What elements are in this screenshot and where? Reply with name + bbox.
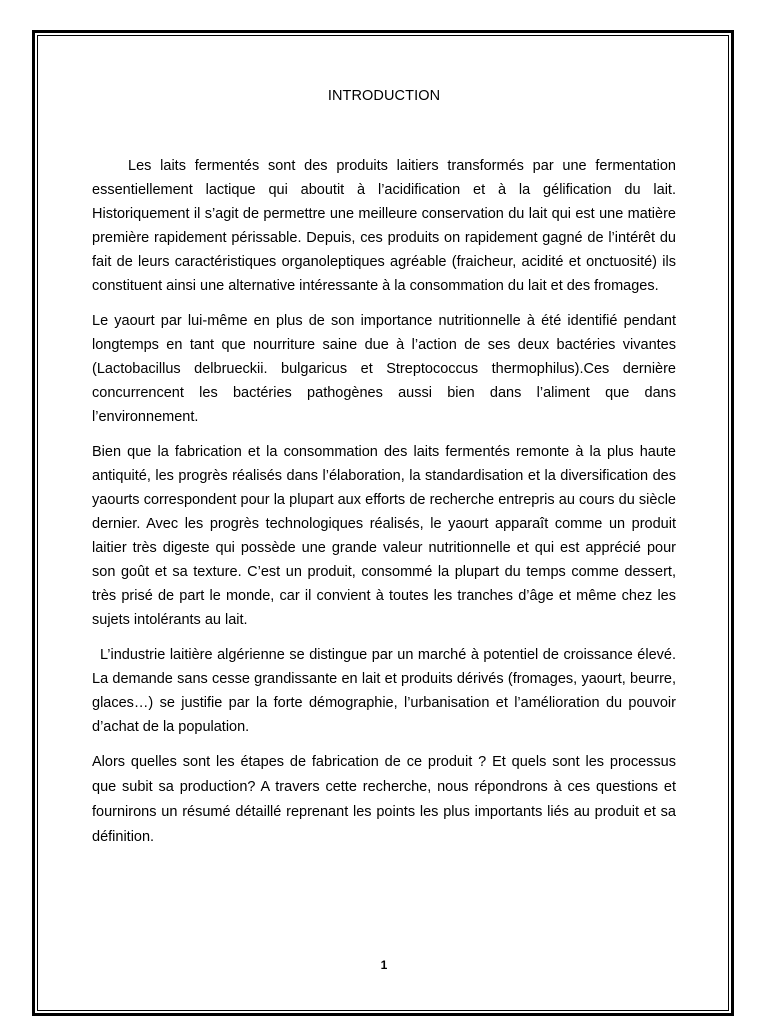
paragraph-yaourt: Le yaourt par lui-même en plus de son importance nutritionnelle à été identifié pendant longtemps en tant que nourriture saine due à l’action de ses deux bactéries vivantes (Lactobacillus delbrueckii. bulgaricus et Streptococcus thermophilus).Ces dernière concurrencent les bactéries pathogènes aussi bien dans l’aliment que dans l’environnement. (92, 313, 676, 425)
document-body (92, 88, 676, 861)
paragraph-industry: L’industrie laitière algérienne se distingue par un marché à potentiel de croissance élevé. La demande sans cesse grandissante en lait et produits dérivés (fromages, yaourt, beurre, glaces…) se justifie par la forte démographie, l’urbanisation et l’amélioration du pouvoir d’achat de la population. (92, 647, 676, 735)
paragraph-questions: Alors quelles sont les étapes de fabrication de ce produit ? Et quels sont les processus que subit sa production? A travers cette recherche, nous répondrons à ces questions et fournirons un résumé détaillé reprenant les points les plus importants liés au produit et sa définition. (92, 754, 676, 845)
paragraph-intro: Les laits fermentés sont des produits laitiers transformés par une fermentation essentiellement lactique qui aboutit à l’acidification et à la gélification du lait. Historiquement il s’agit de permettre une meilleure conservation du lait qui est une matière première rapidement périssable. Depuis, ces produits on rapidement gagné de l’intérêt du fait de leurs caractéristiques organoleptiques agréable (fraicheur, acidité et onctuosité) ils constituent ainsi une alternative intéressante à la consommation du lait et des fromages. (92, 158, 676, 294)
page-number: 1 (380, 958, 388, 972)
paragraph-history: Bien que la fabrication et la consommation des laits fermentés remonte à la plus haute antiquité, les progrès réalisés dans l’élaboration, la standardisation et la diversification des yaourts correspondent pour la plupart aux efforts de recherche entrepris au cours du siècle dernier. Avec les progrès technologiques réalisés, le yaourt apparaît comme un produit laitier très digeste qui possède une grande valeur nutritionnelle et qui est apprécié pour son goût et sa texture. C’est un produit, consommé la plupart du temps comme dessert, très prisé de part le monde, car il convient à toutes les tranches d’âge et même chez les sujets intolérants au lait. (92, 444, 676, 628)
document-title: INTRODUCTION (327, 88, 441, 104)
